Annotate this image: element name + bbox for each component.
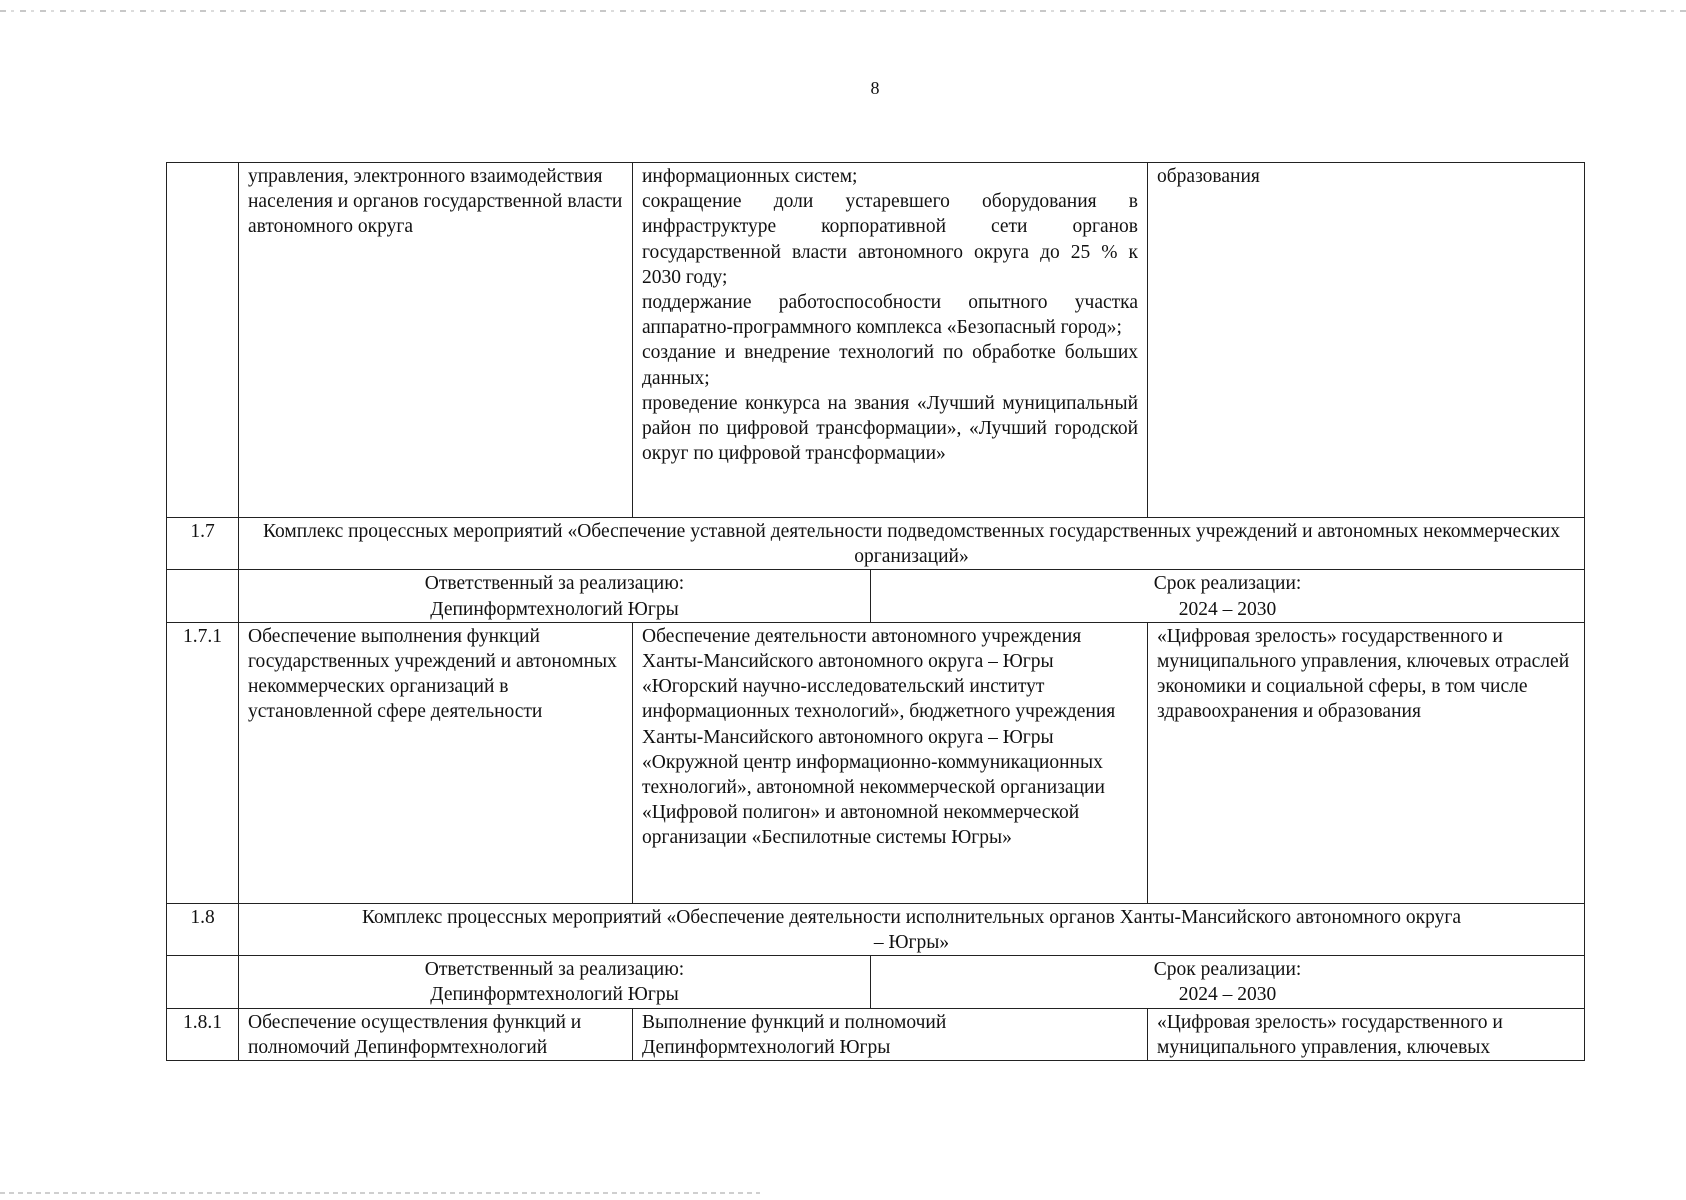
term-cell (871, 570, 1585, 622)
task-line: информационных систем; (642, 166, 858, 187)
responsible-label: Ответственный за реализацию: (424, 959, 685, 981)
section-title: Комплекс процессных мероприятий «Обеспечение деятельности исполнительных органов Ханты-Мансийского автономного округа – Югры» (239, 903, 1585, 955)
task-line: проведение конкурса на звания «Лучший муниципальный район по цифровой трансформации», «Лучший городской округ по цифровой трансформации» (642, 392, 1139, 465)
responsible-row (167, 956, 1585, 1008)
table-row (167, 1008, 1585, 1060)
term-cell (871, 956, 1585, 1008)
term-label: Срок реализации: (1153, 573, 1302, 595)
responsible-label: Ответственный за реализацию: (424, 573, 685, 595)
task-line: сокращение доли устаревшего оборудования в инфраструктуре корпоративной сети органов государственной власти автономного округа до 25 % к 2030 году; (642, 191, 1139, 288)
scan-edge-top (0, 10, 1686, 12)
responsible-cell (239, 956, 871, 1008)
term-value: 2024 – 2030 (1178, 984, 1277, 1006)
measure-name: управления, электронного взаимодействия населения и органов государственной власти автономного округа (239, 163, 633, 518)
task-line: поддержание работоспособности опытного участка аппаратно-программного комплекса «Безопасный город»; (642, 292, 1139, 339)
section-number: 1.8 (167, 903, 239, 955)
table-row (167, 622, 1585, 903)
task-line: создание и внедрение технологий по обработке больших данных; (642, 342, 1139, 389)
measure-link: «Цифровая зрелость» государственного и муниципального управления, ключевых (1148, 1008, 1585, 1060)
measure-name: Обеспечение выполнения функций государственных учреждений и автономных некоммерческих организаций в установленной сфере деятельности (239, 622, 633, 903)
section-row (167, 518, 1585, 570)
measure-tasks: Выполнение функций и полномочий Депинформтехнологий Югры (633, 1008, 1148, 1060)
row-number (167, 163, 239, 518)
responsible-value: Депинформтехнологий Югры (430, 984, 679, 1006)
empty-cell (167, 570, 239, 622)
page-number: 8 (870, 78, 880, 98)
measure-tasks (633, 163, 1148, 518)
activities-table (166, 162, 1585, 1061)
measure-link: образования (1148, 163, 1585, 518)
row-number: 1.7.1 (167, 622, 239, 903)
section-title: Комплекс процессных мероприятий «Обеспечение уставной деятельности подведомственных государственных учреждений и автономных некоммерческих организаций» (239, 518, 1585, 570)
table-row (167, 163, 1585, 518)
section-number: 1.7 (167, 518, 239, 570)
responsible-value: Депинформтехнологий Югры (430, 598, 679, 620)
row-number: 1.8.1 (167, 1008, 239, 1060)
empty-cell (167, 956, 239, 1008)
responsible-row (167, 570, 1585, 622)
measure-link: «Цифровая зрелость» государственного и муниципального управления, ключевых отраслей экономики и социальной сферы, в том числе здравоохранения и образования (1148, 622, 1585, 903)
scan-edge-bottom (0, 1192, 760, 1194)
responsible-cell (239, 570, 871, 622)
section-row (167, 903, 1585, 955)
term-value: 2024 – 2030 (1178, 598, 1277, 620)
measure-tasks: Обеспечение деятельности автономного учреждения Ханты-Мансийского автономного округа – Югры «Югорский научно-исследовательский институт информационных технологий», бюджетного учреждения Ханты-Мансийского автономного округа – Югры «Окружной центр информационно-коммуникационных технологий», автономной некоммерческой организации «Цифровой полигон» и автономной некоммерческой организации «Беспилотные системы Югры» (633, 622, 1148, 903)
term-label: Срок реализации: (1153, 959, 1302, 981)
measure-name: Обеспечение осуществления функций и полномочий Депинформтехнологий (239, 1008, 633, 1060)
